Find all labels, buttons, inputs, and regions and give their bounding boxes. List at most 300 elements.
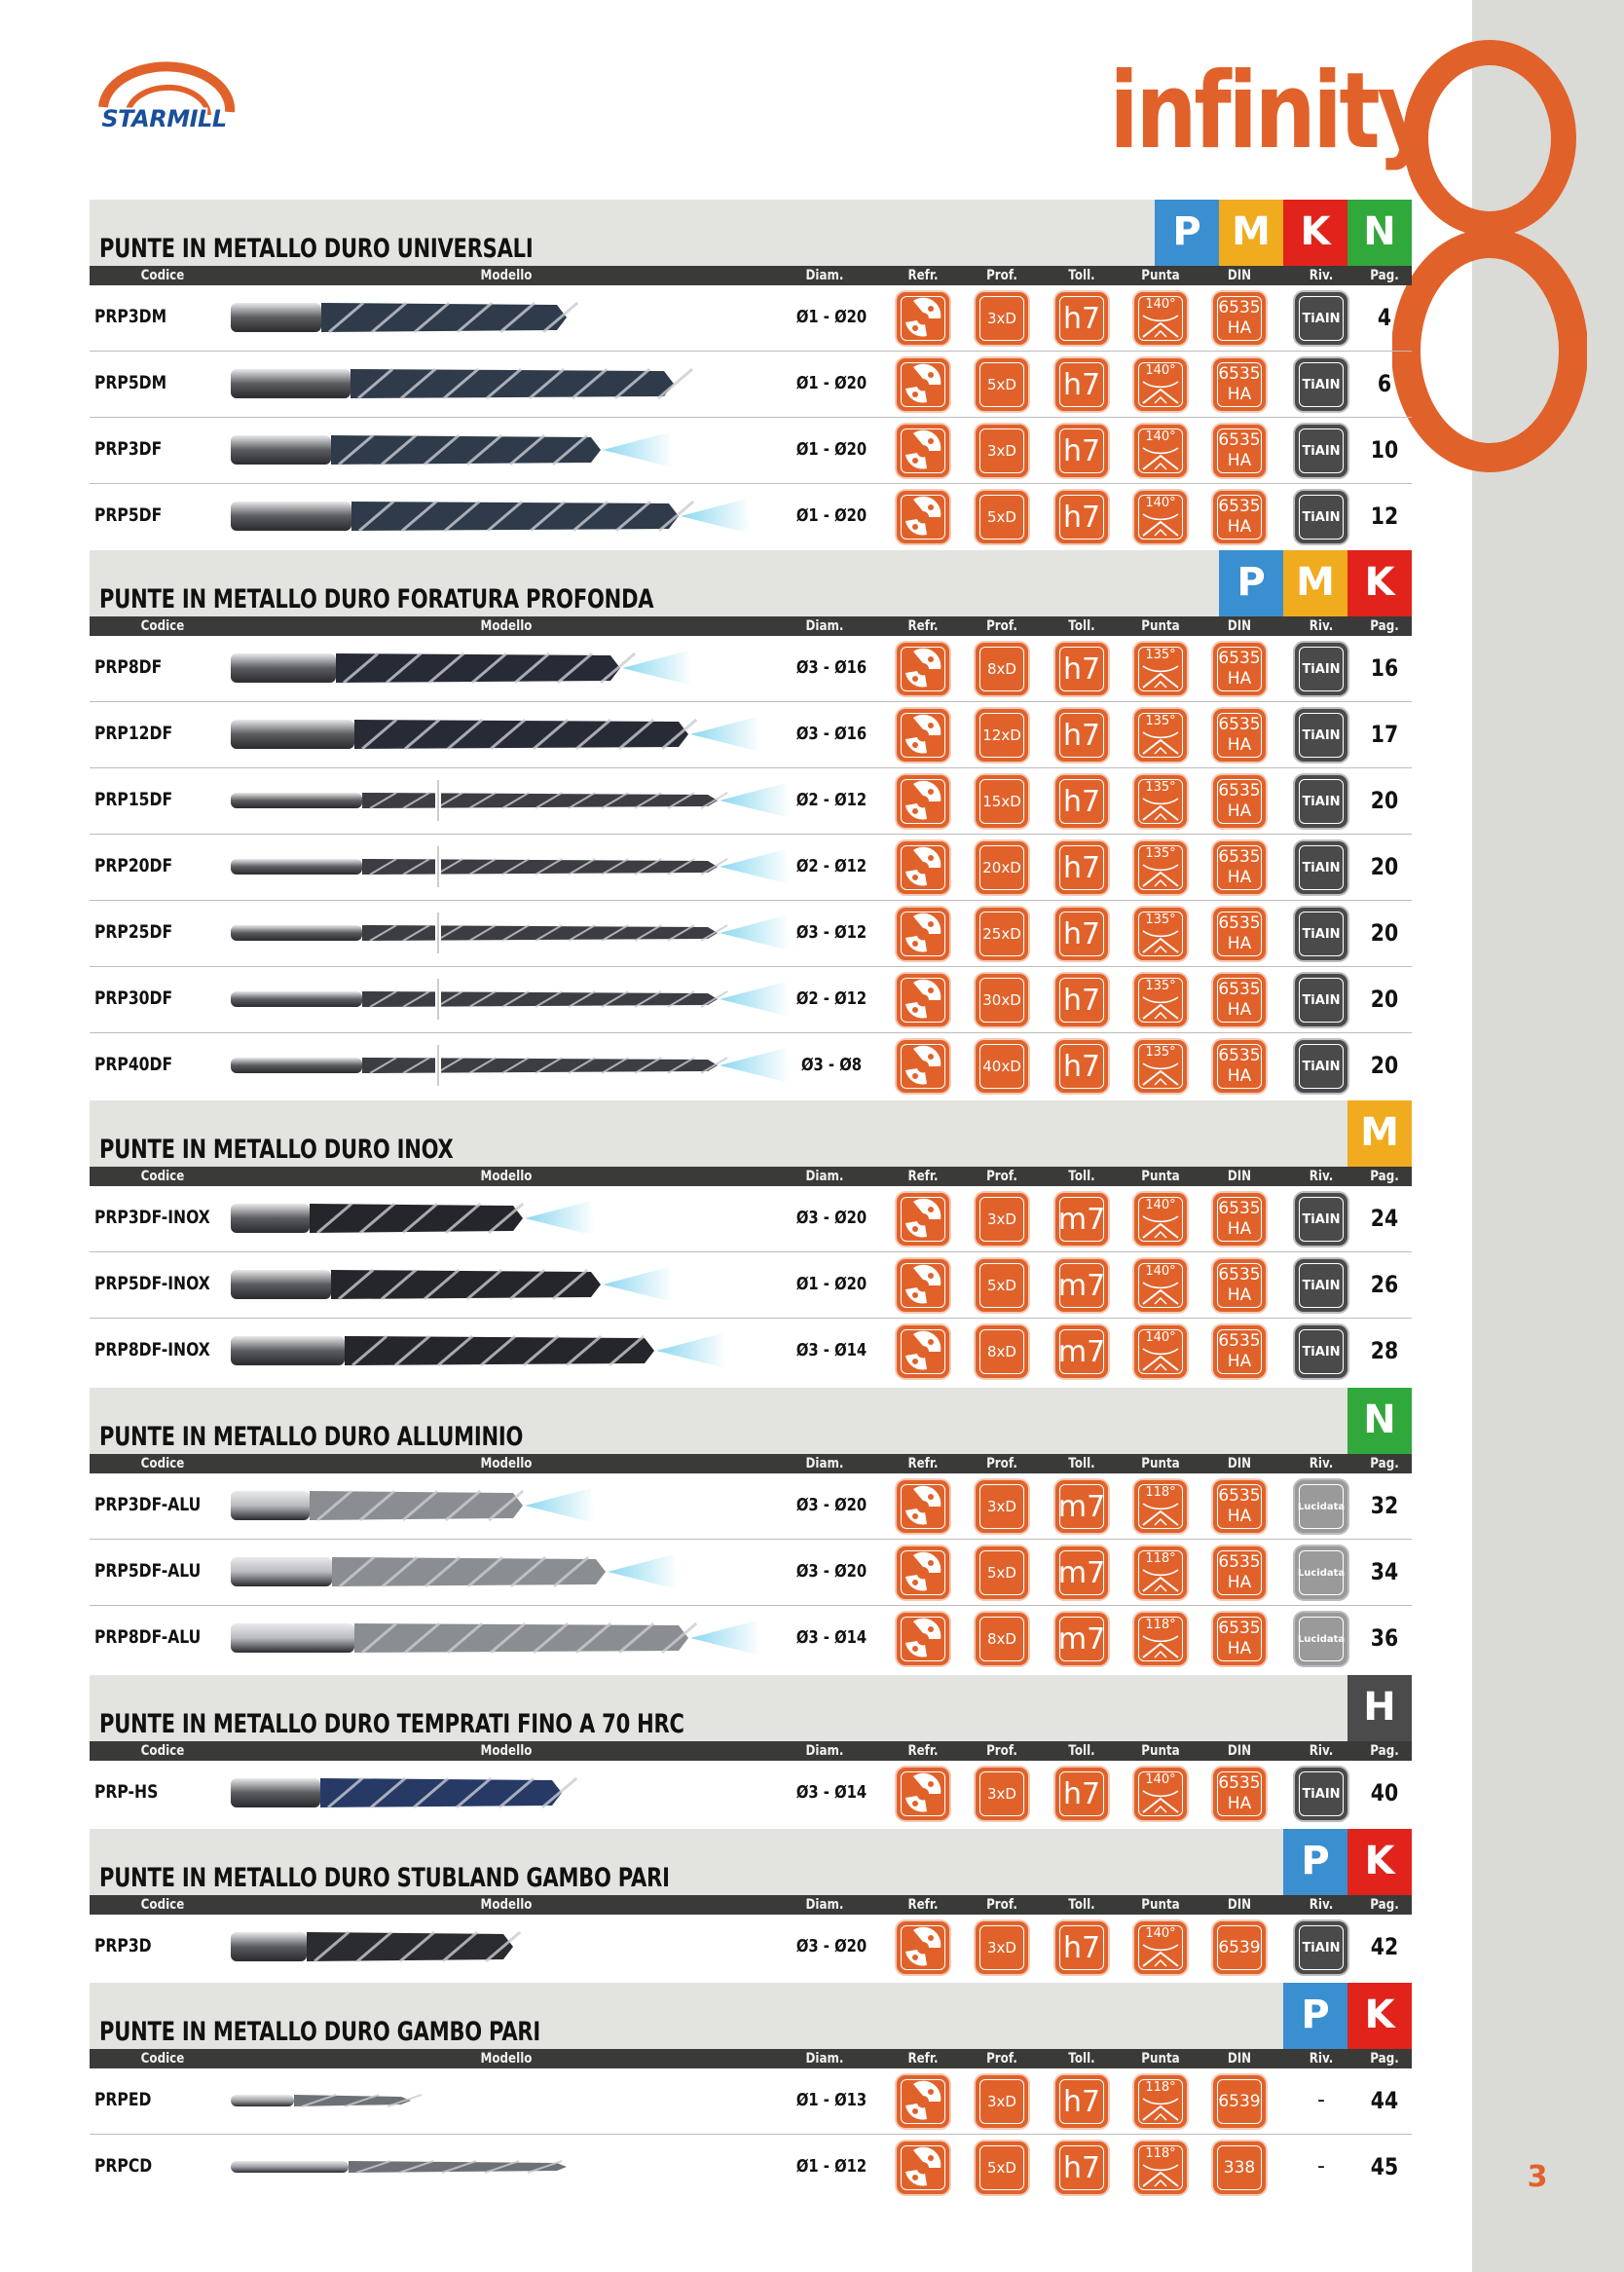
drill-model <box>231 1770 640 1820</box>
point-angle-value: 135° <box>1145 913 1176 927</box>
column-modello: Modello <box>480 1897 533 1913</box>
point-angle-icon <box>1140 510 1181 538</box>
drill-model <box>231 428 679 477</box>
page-reference[interactable]: 40 <box>1370 1779 1399 1806</box>
coolant-hole-icon <box>902 429 944 472</box>
product-code[interactable]: PRP8DF-INOX <box>94 1339 210 1360</box>
coating-value: Lucidata <box>1297 1501 1346 1512</box>
din-line: 6535 <box>1218 364 1261 384</box>
din-line: 6535 <box>1218 1619 1261 1638</box>
internal-coolant-badge <box>897 974 949 1026</box>
point-angle-badge <box>1134 2142 1187 2194</box>
table-row[interactable] <box>90 967 1412 1033</box>
tolerance-value: m7 <box>1057 1334 1106 1369</box>
point-angle-value: 118° <box>1145 1618 1176 1632</box>
tolerance-value: h7 <box>1062 652 1101 687</box>
coating-value: TiAIN <box>1302 926 1341 942</box>
point-angle-icon <box>1140 927 1181 954</box>
coating-value: TiAIN <box>1302 311 1341 326</box>
page-reference[interactable]: 20 <box>1370 986 1399 1013</box>
column-prof: Prof. <box>986 1897 1017 1913</box>
product-code[interactable]: PRP3DF <box>94 438 163 460</box>
depth-badge <box>976 908 1028 960</box>
section-3 <box>90 1100 1412 1384</box>
point-angle-icon <box>1140 1279 1181 1306</box>
product-code[interactable]: PRP15DF <box>94 789 173 810</box>
product-code[interactable]: PRP5DF-INOX <box>94 1273 210 1294</box>
din-value <box>1213 2075 1266 2128</box>
column-codice: Codice <box>140 2051 185 2067</box>
drill-image <box>231 295 645 340</box>
product-code[interactable]: PRP20DF <box>94 855 173 876</box>
table-row[interactable] <box>90 1033 1412 1099</box>
tolerance-value: h7 <box>1062 718 1101 753</box>
page-reference[interactable]: 6 <box>1377 370 1392 397</box>
coolant-hole-icon <box>902 1551 944 1594</box>
drill-image <box>231 844 795 889</box>
depth-value: 20xD <box>982 859 1021 876</box>
internal-coolant-badge <box>897 1193 949 1246</box>
coating-value: TiAIN <box>1302 443 1341 459</box>
point-angle-badge <box>1134 491 1187 543</box>
depth-value: 3xD <box>987 1498 1016 1515</box>
column-codice: Codice <box>140 1456 185 1471</box>
internal-coolant-badge <box>897 841 949 894</box>
material-badge-p: P <box>1283 1829 1347 1895</box>
tolerance-value: h7 <box>1062 301 1101 336</box>
column-din: DIN <box>1227 1897 1252 1913</box>
column-modello: Modello <box>480 2051 533 2067</box>
drill-image <box>231 2144 645 2189</box>
coolant-hole-icon <box>902 1198 944 1241</box>
column-prof: Prof. <box>986 1743 1017 1759</box>
column-header <box>90 616 1412 636</box>
material-badges <box>1283 1983 1412 2049</box>
section-title: PUNTE IN METALLO DURO FORATURA PROFONDA <box>99 584 654 615</box>
coating-value: TiAIN <box>1302 727 1341 743</box>
depth-value: 5xD <box>987 1564 1016 1582</box>
depth-value: 5xD <box>987 2159 1016 2177</box>
drill-image <box>231 1483 601 1528</box>
product-code[interactable]: PRP3D <box>94 1935 152 1956</box>
coating-badge <box>1295 1480 1347 1533</box>
section-title: PUNTE IN METALLO DURO STUBLAND GAMBO PARI <box>99 1863 670 1893</box>
tolerance-badge <box>1055 358 1108 411</box>
page-reference[interactable]: 44 <box>1370 2087 1399 2114</box>
din-line: 6535 <box>1218 913 1261 933</box>
product-code[interactable]: PRPED <box>94 2089 152 2110</box>
table-row[interactable] <box>90 352 1412 418</box>
depth-value: 8xD <box>987 660 1016 678</box>
page-reference[interactable]: 4 <box>1377 304 1392 331</box>
page-reference[interactable]: 34 <box>1370 1558 1399 1585</box>
tolerance-badge <box>1055 974 1108 1026</box>
internal-coolant-badge <box>897 775 949 828</box>
coating-value: TiAIN <box>1302 661 1341 677</box>
coolant-hole-icon <box>902 496 944 539</box>
internal-coolant-badge <box>897 1613 949 1665</box>
point-angle-badge <box>1134 1546 1187 1599</box>
point-angle-badge <box>1134 1325 1187 1378</box>
product-code[interactable]: PRP5DM <box>94 372 167 393</box>
diameter-range: Ø2 - Ø12 <box>795 790 867 810</box>
section-title: PUNTE IN METALLO DURO INOX <box>99 1135 454 1165</box>
drill-image <box>231 428 679 472</box>
table-row[interactable] <box>90 484 1412 549</box>
drill-image <box>231 2078 489 2123</box>
din-value <box>1213 1040 1266 1093</box>
material-badge-n: N <box>1347 1388 1412 1454</box>
tolerance-value: m7 <box>1057 1555 1106 1590</box>
coating-badge <box>1295 491 1347 543</box>
din-badge <box>1213 1546 1266 1599</box>
din-line: 6535 <box>1218 715 1261 734</box>
din-line: HA <box>1227 1352 1252 1371</box>
point-angle-icon <box>1140 993 1181 1021</box>
din-line: 6535 <box>1218 781 1261 801</box>
point-angle-badge <box>1134 358 1187 411</box>
point-angle-badge <box>1134 1613 1187 1665</box>
din-value <box>1213 841 1266 894</box>
coating-badge <box>1295 1546 1347 1599</box>
coating-value: TiAIN <box>1302 1940 1341 1955</box>
table-row[interactable] <box>90 2135 1412 2200</box>
coating-value: TiAIN <box>1302 992 1341 1008</box>
din-badge <box>1213 1259 1266 1312</box>
product-code[interactable]: PRPCD <box>94 2155 153 2177</box>
din-line: HA <box>1227 735 1252 755</box>
section-5 <box>90 1675 1412 1826</box>
din-value <box>1213 1613 1266 1665</box>
logo-text: STARMILL <box>101 105 227 132</box>
din-line: HA <box>1227 669 1252 689</box>
column-refr: Refr. <box>907 2051 939 2067</box>
depth-value: 3xD <box>987 310 1016 327</box>
tolerance-badge <box>1055 709 1108 762</box>
depth-badge <box>976 2075 1028 2128</box>
material-badge-k: K <box>1347 1983 1412 2049</box>
drill-model <box>231 361 752 411</box>
product-code[interactable]: PRP3DM <box>94 306 167 327</box>
din-line: HA <box>1227 1639 1252 1658</box>
point-angle-icon <box>1140 1212 1181 1240</box>
column-diam: Diam. <box>805 2051 844 2067</box>
table-row[interactable] <box>90 1915 1412 1980</box>
depth-value: 3xD <box>987 1785 1016 1803</box>
internal-coolant-badge <box>897 1768 949 1820</box>
table-row[interactable] <box>90 1540 1412 1606</box>
din-line: HA <box>1227 385 1252 404</box>
drill-image <box>231 646 698 690</box>
point-angle-icon <box>1140 378 1181 405</box>
coating-value: TiAIN <box>1302 1278 1341 1293</box>
depth-value: 5xD <box>987 508 1016 526</box>
internal-coolant-badge <box>897 491 949 543</box>
tolerance-badge <box>1055 643 1108 695</box>
internal-coolant-badge <box>897 1921 949 1974</box>
table-row[interactable] <box>90 901 1412 967</box>
page-number: 3 <box>1527 2160 1548 2194</box>
table-row[interactable] <box>90 702 1412 768</box>
page-reference[interactable]: 45 <box>1370 2153 1399 2180</box>
column-punta: Punta <box>1141 1897 1180 1913</box>
point-angle-icon <box>1140 1566 1181 1593</box>
depth-badge <box>976 974 1028 1026</box>
tolerance-badge <box>1055 1259 1108 1312</box>
din-line: HA <box>1227 1507 1252 1526</box>
coolant-hole-icon <box>902 1772 944 1815</box>
depth-badge <box>976 2142 1028 2194</box>
coating-badge <box>1295 709 1347 762</box>
coolant-hole-icon <box>902 2146 944 2189</box>
din-line: 6535 <box>1218 497 1261 516</box>
din-line: 338 <box>1223 2157 1256 2178</box>
column-toll: Toll. <box>1068 1897 1095 1913</box>
coating-badge <box>1295 358 1347 411</box>
drill-image <box>231 1043 795 1088</box>
column-din: DIN <box>1227 1169 1252 1184</box>
material-badge-m: M <box>1347 1100 1412 1167</box>
page-reference[interactable]: 36 <box>1370 1624 1399 1652</box>
din-line: 6535 <box>1218 1199 1261 1218</box>
din-value <box>1213 1325 1266 1378</box>
drill-image <box>231 1616 766 1660</box>
column-refr: Refr. <box>907 1169 939 1184</box>
drill-model <box>231 977 795 1026</box>
coolant-hole-icon <box>902 846 944 889</box>
material-badge-n: N <box>1347 200 1412 266</box>
tolerance-badge <box>1055 1480 1108 1533</box>
din-badge <box>1213 2142 1266 2194</box>
din-value <box>1213 1259 1266 1312</box>
column-prof: Prof. <box>986 268 1017 283</box>
column-refr: Refr. <box>907 1743 939 1759</box>
point-angle-icon <box>1140 662 1181 689</box>
din-line: 6539 <box>1218 2091 1261 2111</box>
point-angle-icon <box>1140 861 1181 888</box>
point-angle-value: 140° <box>1145 496 1176 510</box>
product-code[interactable]: PRP40DF <box>94 1054 173 1075</box>
diameter-range: Ø3 - Ø14 <box>795 1627 867 1648</box>
din-badge <box>1213 2075 1266 2128</box>
section-header <box>90 550 1412 616</box>
table-row[interactable] <box>90 418 1412 484</box>
point-angle-value: 135° <box>1145 846 1176 861</box>
internal-coolant-badge <box>897 425 949 477</box>
column-header <box>90 2049 1412 2068</box>
product-code[interactable]: PRP3DF-ALU <box>94 1494 202 1515</box>
column-refr: Refr. <box>907 1897 939 1913</box>
din-line: HA <box>1227 801 1252 821</box>
column-punta: Punta <box>1141 618 1180 634</box>
drill-image <box>231 977 795 1022</box>
diameter-range: Ø3 - Ø16 <box>795 724 867 744</box>
internal-coolant-badge <box>897 709 949 762</box>
section-title: PUNTE IN METALLO DURO TEMPRATI FINO A 70 HRC <box>99 1709 684 1739</box>
drill-image <box>231 712 766 757</box>
point-angle-icon <box>1140 1941 1181 1968</box>
table-row[interactable] <box>90 1606 1412 1671</box>
din-line: HA <box>1227 1066 1252 1086</box>
din-value <box>1213 425 1266 477</box>
internal-coolant-badge <box>897 643 949 695</box>
diameter-range: Ø1 - Ø20 <box>795 439 867 460</box>
column-prof: Prof. <box>986 1169 1017 1184</box>
din-value <box>1213 491 1266 543</box>
coating-value: TiAIN <box>1302 509 1341 525</box>
din-line: HA <box>1227 868 1252 887</box>
product-code[interactable]: PRP3DF-INOX <box>94 1207 210 1228</box>
table-row[interactable] <box>90 835 1412 901</box>
coolant-hole-icon <box>902 297 944 340</box>
page-reference[interactable]: 26 <box>1370 1271 1399 1298</box>
page-reference[interactable]: 20 <box>1370 853 1399 880</box>
column-punta: Punta <box>1141 268 1180 283</box>
section-6 <box>90 1829 1412 1980</box>
product-code[interactable]: PRP8DF-ALU <box>94 1626 202 1648</box>
table-row[interactable] <box>90 1252 1412 1319</box>
column-refr: Refr. <box>907 618 939 634</box>
tolerance-value: m7 <box>1057 1202 1106 1237</box>
din-value <box>1213 974 1266 1026</box>
point-angle-value: 135° <box>1145 714 1176 728</box>
din-badge <box>1213 709 1266 762</box>
depth-value: 12xD <box>982 726 1021 744</box>
coating-value: TiAIN <box>1302 1059 1341 1074</box>
tolerance-value: h7 <box>1062 1049 1101 1084</box>
diameter-range: Ø3 - Ø20 <box>795 1561 867 1582</box>
drill-image <box>231 911 795 955</box>
drill-model <box>231 2144 645 2194</box>
coolant-hole-icon <box>902 1926 944 1969</box>
point-angle-value: 135° <box>1145 780 1176 795</box>
column-diam: Diam. <box>805 1743 844 1759</box>
tolerance-badge <box>1055 2142 1108 2194</box>
depth-value: 8xD <box>987 1630 1016 1648</box>
page-reference[interactable]: 20 <box>1370 787 1399 814</box>
material-badges <box>1347 1388 1412 1454</box>
depth-badge <box>976 1613 1028 1665</box>
table-row[interactable] <box>90 1761 1412 1826</box>
depth-value: 40xD <box>982 1058 1021 1075</box>
coating-value: TiAIN <box>1302 1344 1341 1359</box>
point-angle-icon <box>1140 2161 1181 2188</box>
product-code[interactable]: PRP30DF <box>94 987 173 1009</box>
tolerance-badge <box>1055 292 1108 345</box>
point-angle-value: 140° <box>1145 297 1176 312</box>
column-diam: Diam. <box>805 618 844 634</box>
table-row[interactable] <box>90 1319 1412 1384</box>
table-row[interactable] <box>90 285 1412 352</box>
page-reference[interactable]: 32 <box>1370 1492 1399 1519</box>
section-header <box>90 1100 1412 1167</box>
internal-coolant-badge <box>897 2075 949 2128</box>
section-header <box>90 1675 1412 1741</box>
point-angle-icon <box>1140 444 1181 471</box>
tolerance-value: m7 <box>1057 1621 1106 1657</box>
internal-coolant-badge <box>897 1259 949 1312</box>
coating-value: TiAIN <box>1302 377 1341 392</box>
diameter-range: Ø1 - Ø13 <box>795 2090 867 2110</box>
product-code[interactable]: PRP25DF <box>94 921 173 943</box>
diameter-range: Ø1 - Ø12 <box>795 2156 867 2177</box>
din-line: HA <box>1227 934 1252 953</box>
page-reference[interactable]: 12 <box>1370 503 1399 530</box>
din-line: 6535 <box>1218 649 1261 668</box>
din-badge <box>1213 1325 1266 1378</box>
column-punta: Punta <box>1141 2051 1180 2067</box>
drill-model <box>231 2078 489 2128</box>
page-reference[interactable]: 17 <box>1370 721 1399 748</box>
column-diam: Diam. <box>805 1456 844 1471</box>
product-code[interactable]: PRP8DF <box>94 656 163 678</box>
page-reference[interactable]: 20 <box>1370 919 1399 947</box>
table-row[interactable] <box>90 768 1412 835</box>
column-codice: Codice <box>140 1743 185 1759</box>
column-pag: Pag. <box>1370 2051 1399 2067</box>
page-reference[interactable]: 16 <box>1370 654 1399 682</box>
diameter-range: Ø3 - Ø14 <box>795 1340 867 1360</box>
din-badge <box>1213 358 1266 411</box>
column-riv: Riv. <box>1309 2051 1334 2067</box>
material-badges <box>1347 1675 1412 1741</box>
product-code[interactable]: PRP5DF-ALU <box>94 1560 202 1582</box>
coating-badge <box>1295 1325 1347 1378</box>
drill-image <box>231 494 757 539</box>
point-angle-badge <box>1134 775 1187 828</box>
drill-model <box>231 844 795 894</box>
material-badges <box>1347 1100 1412 1167</box>
column-codice: Codice <box>140 268 185 283</box>
product-code[interactable]: PRP-HS <box>94 1781 159 1803</box>
table-row[interactable] <box>90 2068 1412 2135</box>
point-angle-icon <box>1140 312 1181 339</box>
drill-model <box>231 1924 591 1974</box>
material-badge-p: P <box>1219 550 1283 616</box>
product-code[interactable]: PRP5DF <box>94 504 163 526</box>
column-prof: Prof. <box>986 1456 1017 1471</box>
point-angle-icon <box>1140 795 1181 822</box>
point-angle-badge <box>1134 643 1187 695</box>
point-angle-badge <box>1134 425 1187 477</box>
din-line: 6535 <box>1218 1552 1261 1572</box>
product-code[interactable]: PRP12DF <box>94 723 173 744</box>
table-row[interactable] <box>90 636 1412 702</box>
coolant-hole-icon <box>902 1264 944 1307</box>
section-header <box>90 1388 1412 1454</box>
table-row[interactable] <box>90 1186 1412 1252</box>
point-angle-badge <box>1134 709 1187 762</box>
column-din: DIN <box>1227 618 1252 634</box>
page-reference[interactable]: 28 <box>1370 1337 1399 1364</box>
point-angle-icon <box>1140 728 1181 756</box>
page-reference[interactable]: 42 <box>1370 1933 1399 1960</box>
din-line: HA <box>1227 1794 1252 1813</box>
column-modello: Modello <box>480 618 533 634</box>
coolant-hole-icon <box>902 363 944 406</box>
din-line: 6535 <box>1218 1265 1261 1285</box>
page-reference[interactable]: 20 <box>1370 1052 1399 1079</box>
depth-badge <box>976 1259 1028 1312</box>
depth-badge <box>976 643 1028 695</box>
table-row[interactable] <box>90 1473 1412 1540</box>
din-value <box>1213 643 1266 695</box>
column-riv: Riv. <box>1309 268 1334 283</box>
page-reference[interactable]: 24 <box>1370 1205 1399 1232</box>
drill-image <box>231 1924 591 1969</box>
tolerance-badge <box>1055 425 1108 477</box>
page-reference[interactable]: 10 <box>1370 436 1399 464</box>
